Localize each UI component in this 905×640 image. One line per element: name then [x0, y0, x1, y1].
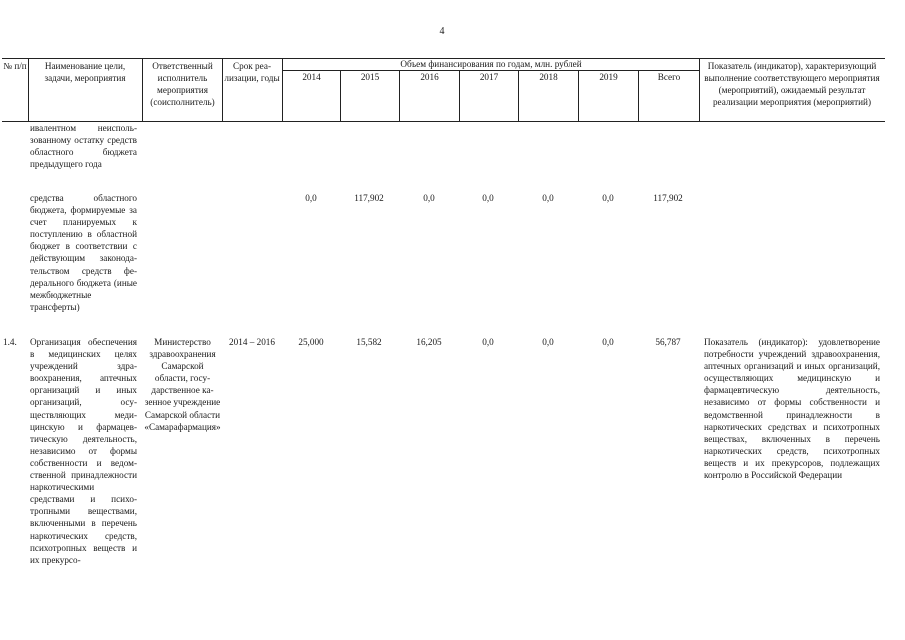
- row-2-indicator: Показатель (индикатор): удовлетворение потребности учреждений здравоохранения, аптечных организаций и иных организаций, осуществляющих медицинскую и фармацевтическую деятельность, независимо от формы собственности и ведомственной принадлежности в наркотических средствах и психотропных веществах, включенных в перечень наркотических средств, психотропных веществ и их прекурсоров, подлежащих контролю в Российской Федерации: [704, 337, 880, 481]
- row-1-value-2016: 0,0: [423, 193, 435, 203]
- row-2-executor: Министерство здравоохранения Самарской области, государственное казенное учреждение Самарской области «Самарафармация»: [144, 337, 221, 432]
- row-2-value-2018: 0,0: [542, 337, 554, 347]
- header-name: Наименование цели, задачи, мероприятия: [44, 61, 126, 84]
- col-divider-num: [28, 58, 29, 122]
- header-year-2017: 2017: [479, 72, 499, 82]
- header-financing: Объем финансирования по годам, млн. рублей: [400, 59, 582, 69]
- row-1-name: средства областного бюджета, формируемые за счет планируемых к поступлению в областной бюджет в соответствии с действующим законодательством средств федерального бюджета (иные межбюджетные трансферты): [30, 193, 137, 312]
- header-year-2018: 2018: [539, 72, 558, 82]
- row-2-num: 1.4.: [3, 337, 17, 347]
- header-year-2016: 2016: [420, 72, 439, 82]
- row-2-value-2017: 0,0: [482, 337, 494, 347]
- row-2-name: Организация обеспечения в медицинских целях учреждений здравоохранения, аптечных организаций и иных организаций, осуществляющих медицинскую и фармацевтическую деятельность, независимо от формы собственности и ведомственной принадлежности наркотическими средствами и психотропными веществами, включенными в перечень наркотических средств, психотропных веществ и их прекурсо-: [30, 337, 137, 565]
- header-num: № п/п: [3, 61, 27, 71]
- row-1-value-2018: 0,0: [542, 193, 554, 203]
- header-year-2015: 2015: [360, 72, 380, 82]
- header-year-2014: 2014: [302, 72, 321, 82]
- header-year-total: Всего: [657, 72, 681, 82]
- header-executor: Ответственный исполнитель мероприятия (соисполнитель): [150, 61, 215, 108]
- row-1-value-2015: 117,902: [354, 193, 384, 203]
- row-1-value-2014: 0,0: [305, 193, 317, 203]
- page-number: 4: [439, 26, 445, 37]
- row-2-value-2016: 16,205: [416, 337, 442, 347]
- row-1-value-total: 117,902: [653, 193, 683, 203]
- row-2-value-2019: 0,0: [602, 337, 614, 347]
- col-divider-executor: [222, 58, 223, 122]
- row-0-name: ивалентном неиспользованному остатку средств областного бюджета предыдущего года: [30, 123, 137, 170]
- row-2-value-2014: 25,000: [298, 337, 324, 347]
- row-1-value-2019: 0,0: [602, 193, 614, 203]
- col-divider-total: [699, 58, 700, 122]
- row-2-period: 2014 – 2016: [229, 337, 275, 347]
- header-period: Срок реализации, годы: [224, 61, 280, 84]
- row-1-value-2017: 0,0: [482, 193, 494, 203]
- row-2-value-2015: 15,582: [356, 337, 382, 347]
- row-2-value-total: 56,787: [655, 337, 681, 347]
- header-indicator: Показатель (индикатор), характеризующий выполнение соответствующего мероприятия (мероприятий), ожидаемый результат реализации мероприятия (мероприятий): [704, 61, 880, 108]
- header-year-2019: 2019: [599, 72, 618, 82]
